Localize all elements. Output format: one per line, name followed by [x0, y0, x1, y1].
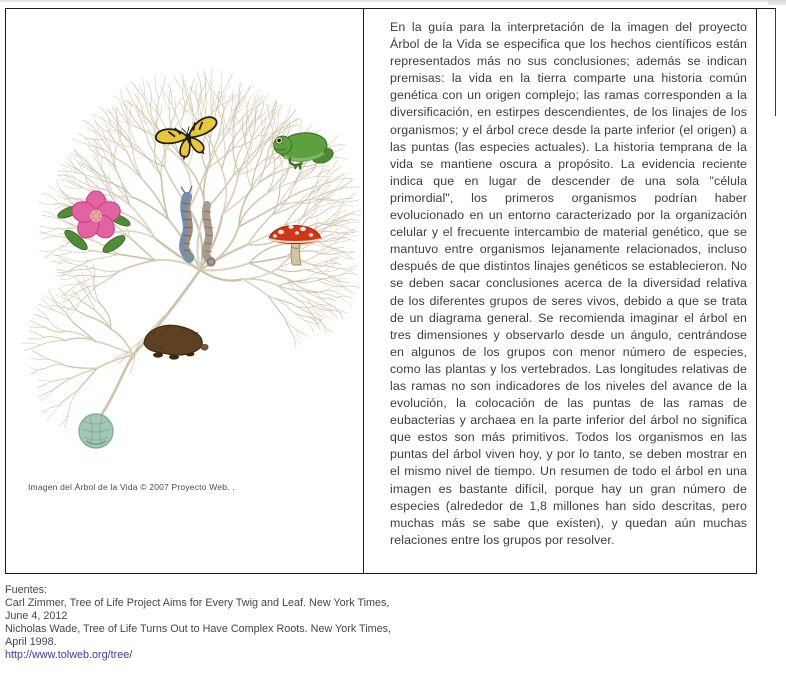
- citation-wade: Nicholas Wade, Tree of Life Turns Out to Have Complex Roots. New York Times, April 1998.: [5, 623, 392, 648]
- tree-of-life-illustration: [6, 9, 362, 573]
- illustration-caption: Imagen del Árbol de la Vida © 2007 Proyecto Web. .: [28, 482, 235, 492]
- article-body-text: En la guía para la interpretación de la imagen del proyecto Árbol de la Vida se especifica que los hechos científicos están representados más no sus conclusiones; además se indican premisas: la vida en la tierra comparte una historia común genética con un origen complejo; las ramas corresponden a la diversificación, en estirpes descendientes, de los linajes de los organismos; y el árbol crece desde la parte inferior (el origen) a las puntas (las especies actuales). La historia temprana de la vida se mantiene oscura a propósito. La evidencia reciente indica que en lugar de descender de una sola "célula primordial", los primeros organismos podrían haber evolucionado en un entorno caracterizado por la organización celular y el frecuente intercambio de material genético, que se mantuvo entre organismos lejanamente relacionados, incluso después de que distintos linajes genéticos se establecieron. No se deben sacar conclusiones acerca de la diversidad relativa de los diferentes grupos de seres vivos, debido a que se trata de un diagrama general. Se recomienda imaginar el árbol en tres dimensiones y observarlo desde un ángulo, centrándose en algunos de los grupos con menor número de especies, como las plantas y los vertebrados. Las longitudes relativas de las ramas no son indicadores de los niveles del avance de la evolución, la colocación de las puntas de las ramas de eubacterias y archaea en la parte inferior del árbol no significa que estos son más primitivos. Todos los organismos en las puntas del árbol viven hoy, y por lo tanto, se deben mostrar en el mismo nivel de tiempo. Un resumen de todo el árbol en una imagen es bastante difícil, porque hay un gran número de especies (alrededor de 1,8 millones han sido descritas, pero muchas más se sabe que existen), y quedan aún muchas relaciones entre los grupos por resolver.: [390, 20, 747, 547]
- green-algae-sphere-icon: [79, 414, 113, 448]
- mole-icon: [144, 325, 208, 359]
- top-border-extension: [757, 8, 776, 9]
- sources-section: [5, 584, 405, 662]
- top-right-smudge: [768, 0, 786, 5]
- article-text-panel: [390, 19, 747, 549]
- tolweb-link[interactable]: http://www.tolweb.org/tree/: [5, 649, 133, 661]
- citation-zimmer: Carl Zimmer, Tree of Life Project Aims for Every Twig and Leaf. New York Times, June 4, 2012: [5, 597, 390, 622]
- tree-of-life-drawing: [15, 55, 370, 480]
- tree-branches: [22, 68, 362, 428]
- window-top-edge: [0, 0, 786, 2]
- right-border-stub: [775, 8, 776, 116]
- sources-label: Fuentes:: [5, 584, 48, 596]
